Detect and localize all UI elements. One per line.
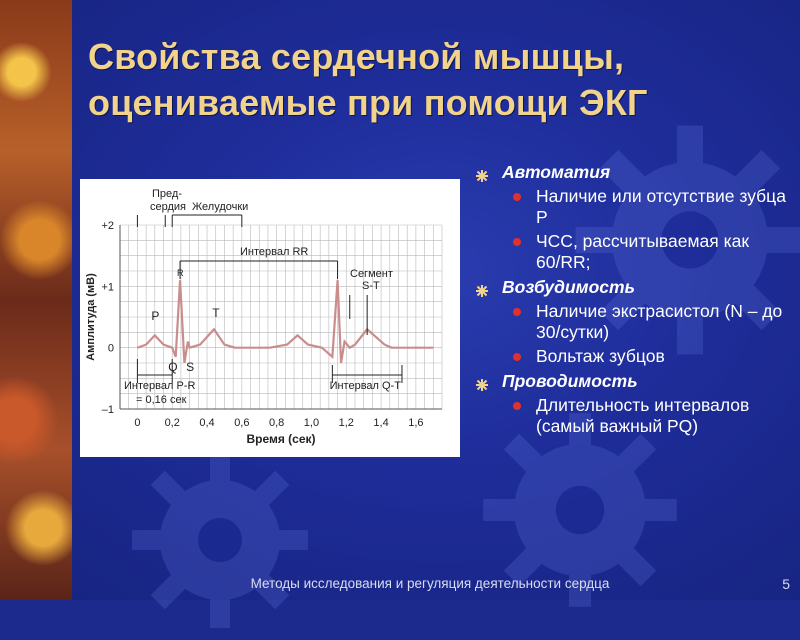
x-tick-label: 1,2: [338, 417, 354, 429]
asterisk-bullet-icon: [476, 170, 488, 182]
asterisk-bullet-icon: [476, 379, 488, 391]
bullet-text: Наличие или отсутствие зубца Р: [536, 186, 786, 227]
chart-annotations: [124, 188, 402, 406]
label-predserdiya: сердия: [150, 201, 187, 213]
x-tick-label: 1,4: [373, 417, 389, 429]
dot-bullet-icon: [513, 308, 521, 316]
label-interval-rr: Интервал RR: [240, 246, 309, 258]
y-tick-label: –1: [101, 404, 114, 416]
bullet-list: [470, 158, 790, 437]
label-wave-r: R: [177, 268, 184, 279]
bullet-level1-item: [470, 371, 790, 392]
dot-bullet-icon: [513, 353, 521, 361]
x-tick-label: 0,6: [234, 417, 250, 429]
bullet-text: Наличие экстрасистол (N – до 30/сутки): [536, 301, 783, 342]
label-wave-s: S: [186, 359, 195, 374]
label-segment-st: S-T: [362, 280, 380, 292]
label-predserdiya: Пред-: [152, 188, 182, 200]
bullet-level1-item: [470, 162, 790, 183]
ecg-chart: [80, 179, 460, 457]
y-tick-label: +2: [101, 220, 114, 232]
decorative-side-strip: [0, 0, 72, 600]
label-segment-st: Сегмент: [350, 268, 393, 280]
bullet-text: Длительность интервалов (самый важный PQ): [536, 395, 750, 436]
dot-bullet-icon: [513, 193, 521, 201]
bullet-text: Вольтаж зубцов: [536, 346, 665, 366]
bullet-heading: Проводимость: [502, 371, 638, 391]
label-wave-p: P: [151, 309, 160, 324]
label-wave-t: T: [212, 306, 220, 320]
y-tick-label: 0: [107, 342, 114, 355]
y-tick-label: +1: [101, 281, 114, 294]
x-axis-label: Время (сек): [246, 432, 316, 446]
gear-decoration-icon: [120, 440, 320, 640]
bullet-level2-item: [470, 186, 790, 228]
label-zheludochki: Желудочки: [192, 201, 249, 213]
x-tick-label: 0,2: [164, 417, 180, 429]
x-tick-label: 1,6: [408, 417, 424, 429]
label-interval-pr: Интервал P-R: [124, 380, 196, 392]
label-interval-pr: = 0,16 сек: [136, 394, 187, 406]
bullet-heading: Возбудимость: [502, 277, 635, 297]
bullet-level2-item: [470, 346, 790, 367]
bullet-level2-item: [470, 395, 790, 437]
x-tick-label: 1,0: [303, 417, 320, 429]
bullet-text: ЧСС, рассчитываемая как 60/RR;: [536, 231, 750, 272]
page-number: 5: [782, 576, 790, 592]
x-tick-label: 0,8: [269, 417, 285, 429]
dot-bullet-icon: [513, 238, 521, 246]
bullet-level1-item: [470, 277, 790, 298]
bullet-level2-item: [470, 231, 790, 273]
bullet-level2-item: [470, 301, 790, 343]
bullet-heading: Автоматия: [502, 162, 611, 182]
slide-title: Свойства сердечной мышцы, оцениваемые при помощи ЭКГ: [88, 36, 648, 123]
ecg-chart-panel: [80, 179, 460, 457]
x-tick-label: 0,4: [199, 417, 215, 429]
asterisk-bullet-icon: [476, 285, 488, 297]
label-wave-q: Q: [168, 359, 178, 374]
y-axis-label: Амплитуда (мВ): [85, 273, 97, 361]
label-interval-qt: Интервал Q-T: [329, 380, 401, 392]
x-tick-label: 0: [134, 417, 141, 429]
dot-bullet-icon: [513, 402, 521, 410]
slide-footer: Методы исследования и регуляция деятельности сердца: [250, 576, 610, 591]
